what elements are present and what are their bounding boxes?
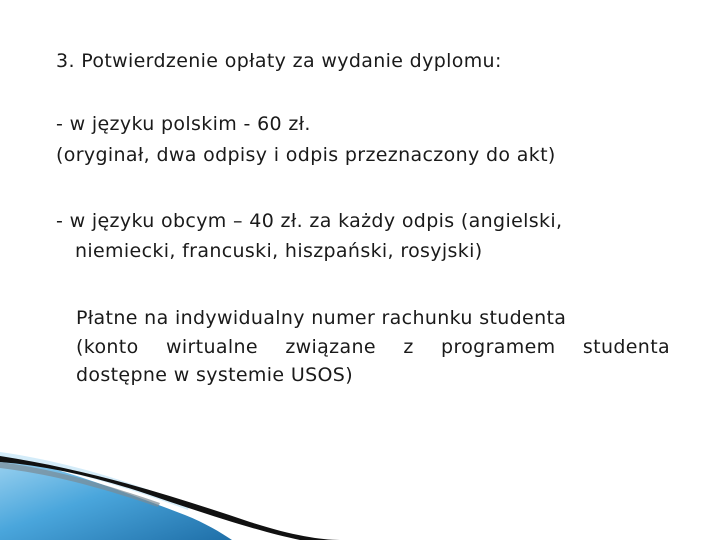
payment-info-line2: (konto wirtualne związane z programem studenta bbox=[76, 336, 670, 358]
foreign-fee-line: - w języku obcym – 40 zł. za każdy odpis (angielski, bbox=[56, 210, 563, 232]
payment-info-line3: dostępne w systemie USOS) bbox=[76, 364, 353, 386]
polish-fee-line: - w języku polskim - 60 zł. bbox=[56, 113, 311, 135]
polish-fee-details: (oryginał, dwa odpisy i odpis przeznaczony do akt) bbox=[56, 144, 556, 166]
payment-info-line1: Płatne na indywidualny numer rachunku studenta bbox=[76, 307, 567, 329]
foreign-fee-languages: niemiecki, francuski, hiszpański, rosyjski) bbox=[75, 240, 483, 262]
heading-payment-confirmation: 3. Potwierdzenie opłaty za wydanie dyplomu: bbox=[56, 50, 502, 72]
